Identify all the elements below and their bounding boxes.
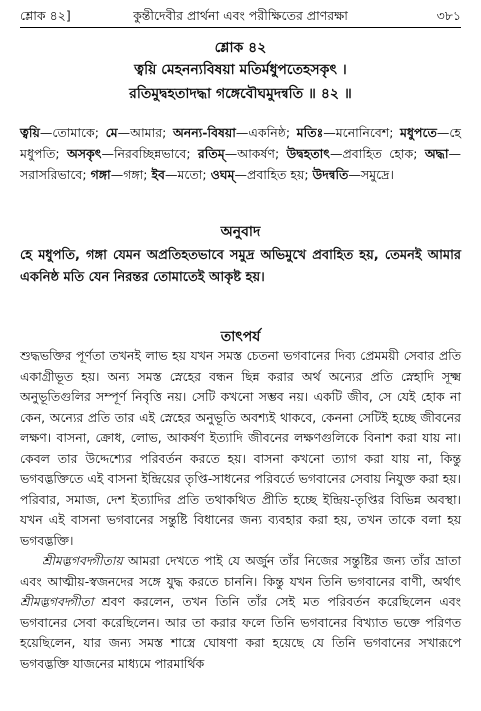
synonym-term: অনন্য-বিষয়া bbox=[172, 125, 236, 140]
synonym-meaning: —মনোনিবেশ; bbox=[323, 125, 401, 140]
synonym-term: মধুপতে bbox=[400, 125, 437, 140]
purport-body bbox=[20, 346, 461, 674]
synonym-term: মতিঃ bbox=[296, 125, 324, 140]
synonym-term: ইব bbox=[151, 167, 165, 182]
synonym-meaning: —আমার; bbox=[117, 125, 173, 140]
synonym-term: মে bbox=[105, 125, 118, 140]
synonym-meaning: —সরাসরিভাবে; bbox=[20, 146, 461, 182]
synonym-meaning: —হে মধুপতি; bbox=[20, 125, 461, 161]
synonym-term: উদন্বতি bbox=[312, 167, 349, 182]
synonym-term: গঙ্গা bbox=[90, 167, 111, 182]
header-verse-ref: শ্লোক ৪২] bbox=[20, 8, 71, 23]
synonym-term: রতিম্ bbox=[197, 146, 225, 161]
synonym-meaning: —নিরবচ্ছিন্নভাবে; bbox=[101, 146, 198, 161]
purport-heading: তাৎপর্য bbox=[220, 329, 261, 345]
synonym-term: অদ্ধা bbox=[424, 146, 449, 161]
synonym-term: উদ্বহতাৎ bbox=[286, 146, 330, 161]
purport-text-segment: আমরা দেখতে পাই যে অর্জুন তাঁর নিজের সন্তুষ্টির জন্য তাঁর ভ্রাতা এবং আত্মীয়-স্বজনদের সঙ্গে যুদ্ধ করতে চাননি। কিন্তু যখন তিনি ভগবানের বাণী, অর্থাৎ bbox=[20, 553, 461, 589]
synonym-meaning: —সমুদ্রে। bbox=[348, 167, 394, 182]
purport-paragraph-1: শুদ্ধভক্তির পূর্ণতা তখনই লাভ হয় যখন সমস্ত চেতনা ভগবানের দিব্য প্রেমময়ী সেবার প্রতি একাগ্রীভূত হয়। অন্য সমস্ত স্নেহের বন্ধন ছিন্ন করার অর্থ অন্যের প্রতি স্নেহাদি সূক্ষ্ম অনুভূতিগুলির সম্পূর্ণ নিবৃত্তি নয়। সেটি কখনো সম্ভব নয়। একটি জীব, সে যেই হোক না কেন, অন্যের প্রতি তার এই স্নেহের অনুভূতি অবশ্যই থাকবে, কেননা সেটিই হচ্ছে জীবনের লক্ষণ। বাসনা, ক্রোধ, লোভ, আকর্ষণ ইত্যাদি জীবনের লক্ষণগুলিকে বিনাশ করা যায় না। কেবল তার উদ্দেশ্যের পরিবর্তন করতে হয়। বাসনা কখনো ত্যাগ করা যায় না, কিন্তু ভগবদ্ভক্তিতে এই বাসনা ইন্দ্রিয়ের তৃপ্তি-সাধনের পরিবর্তে ভগবানের সেবায় নিযুক্ত করা হয়। পরিবার, সমাজ, দেশ ইত্যাদির প্রতি তথাকথিত প্রীতি হচ্ছে ইন্দ্রিয়-তৃপ্তির বিভিন্ন অবস্থা। যখন এই বাসনা ভগবানের সন্তুষ্টি বিধানের জন্য ব্যবহার করা হয়, তখন তাকে বলা হয় ভগবদ্ভক্তি। bbox=[20, 348, 461, 548]
scripture-title: শ্রীমদ্ভগবদ্গীতা bbox=[20, 594, 94, 609]
synonym-term: অসকৃৎ bbox=[66, 146, 102, 161]
translation-text: হে মধুপতি, গঙ্গা যেমন অপ্রতিহতভাবে সমুদ্র অভিমুখে প্রবাহিত হয়, তেমনই আমার একনিষ্ঠ মতি যেন নিরন্তর তোমাতেই আকৃষ্ট হয়। bbox=[20, 248, 461, 285]
synonym-meaning: —প্রবাহিত হয়; bbox=[234, 167, 313, 182]
synonym-term: ওঘম্ bbox=[210, 167, 235, 182]
synonym-term: ত্বয়ি bbox=[20, 125, 40, 140]
verse-line-2: রতিমুদ্বহতাদদ্ধা গঙ্গেবৌঘমুদন্বতি ॥ ৪২ ॥ bbox=[129, 86, 352, 102]
synonym-meaning: —আকর্ষণ; bbox=[224, 146, 287, 161]
synonym-meaning: —একনিষ্ঠ; bbox=[235, 125, 297, 140]
synonym-meaning: —গঙ্গা; bbox=[110, 167, 152, 182]
verse-line-1: ত্বয়ি মেহনন্যবিষয়া মতির্মধুপতেহসকৃৎ । bbox=[134, 62, 347, 78]
synonyms-block bbox=[20, 122, 461, 185]
shloka-title: শ্লোক ৪২ bbox=[214, 40, 267, 56]
running-header bbox=[20, 8, 461, 26]
purport-text-segment: শ্রবণ করলেন, তখন তিনি তাঁর সেই মত পরিবর্তন করেছিলেন এবং ভগবানের সেবা করেছিলেন। আর তা করার ফলে তিনি ভগবানের বিখ্যাত ভক্তে পরিণত হয়েছিলেন, যার জন্য সমস্ত শাস্ত্রে ঘোষণা করা হয়েছে যে তিনি ভগবানের সখারূপে ভগবদ্ভক্তি যাজনের মাধ্যমে পারমার্থিক bbox=[20, 594, 461, 671]
purport-paragraph-2 bbox=[20, 551, 461, 674]
synonym-meaning: —তোমাকে; bbox=[39, 125, 106, 140]
header-chapter-title: কুন্তীদেবীর প্রার্থনা এবং পরীক্ষিতের প্রাণরক্ষা bbox=[133, 8, 348, 23]
page-number: ৩৮১ bbox=[436, 8, 461, 23]
synonym-meaning: —মতো; bbox=[164, 167, 211, 182]
header-rule bbox=[20, 27, 461, 28]
synonym-meaning: —প্রবাহিত হোক; bbox=[329, 146, 425, 161]
translation-heading: অনুবাদ bbox=[220, 224, 261, 240]
scripture-title: শ্রীমদ্ভগবদ্গীতায় bbox=[42, 553, 123, 568]
